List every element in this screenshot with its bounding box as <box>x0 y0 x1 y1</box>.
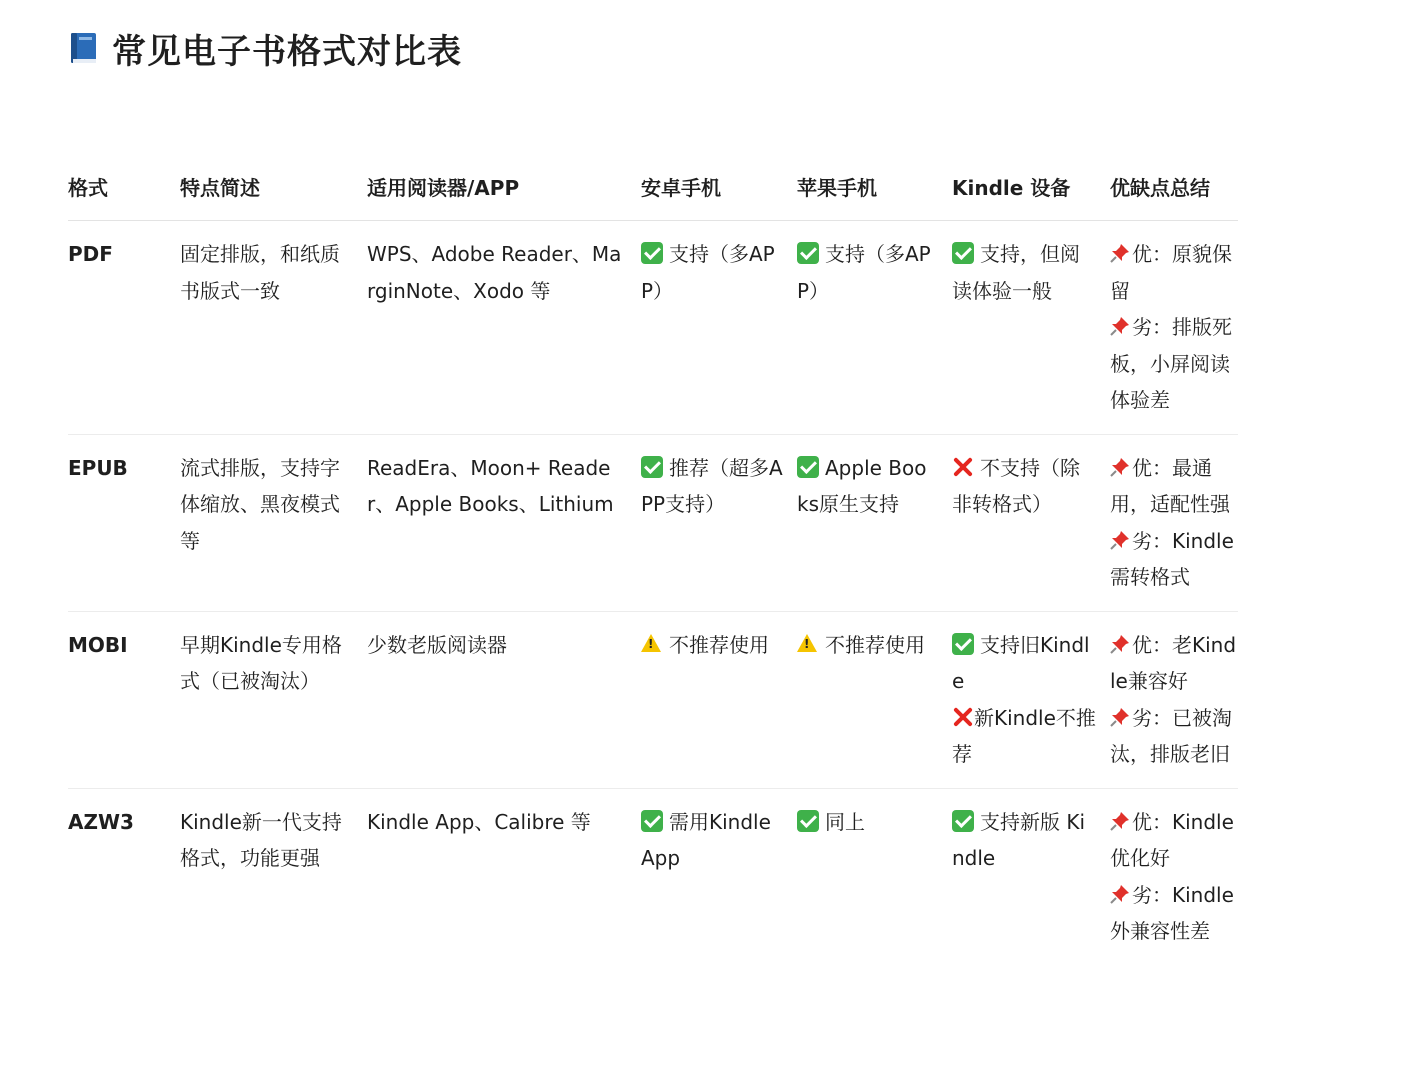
cell-ios <box>797 611 952 788</box>
cell-apps-text: Kindle App、Calibre 等 <box>367 809 591 834</box>
table-header-row <box>68 128 1238 221</box>
header-format: 格式 <box>68 128 180 221</box>
cell-summary <box>1110 788 1238 965</box>
summary-pro-text: 优：最通用，适配性强 <box>1110 455 1230 516</box>
cell-ios-line <box>797 236 952 309</box>
cell-ios-text: 支持（多APP） <box>797 242 931 303</box>
header-kindle <box>952 128 1110 221</box>
cell-feature <box>180 611 367 788</box>
cell-feature-text: Kindle新一代支持格式，功能更强 <box>180 809 342 870</box>
page-title-text: 常见电子书格式对比表 <box>112 31 462 72</box>
cell-ios-line <box>797 450 952 523</box>
cell-format: PDF <box>68 221 180 435</box>
check-mark-button-icon <box>952 242 974 264</box>
header-kindle-text: Kindle 设备 <box>952 175 1071 200</box>
pushpin-icon <box>1110 884 1130 904</box>
cell-kindle <box>952 611 1110 788</box>
summary-pro <box>1110 627 1238 700</box>
format-comparison-table <box>68 128 1238 965</box>
cell-ios-line <box>797 627 952 664</box>
summary-con-text: 劣：排版死板，小屏阅读体验差 <box>1110 315 1232 412</box>
cell-kindle-text: 支持，但阅读体验一般 <box>952 242 1080 303</box>
cell-android <box>641 611 797 788</box>
cell-kindle <box>952 434 1110 611</box>
summary-con-text: 劣：Kindle外兼容性差 <box>1110 882 1234 943</box>
summary-pro <box>1110 804 1238 877</box>
check-mark-button-icon <box>641 456 663 478</box>
pushpin-icon <box>1110 634 1130 654</box>
check-mark-button-icon <box>641 242 663 264</box>
check-mark-button-icon <box>952 633 974 655</box>
cross-mark-icon <box>952 706 974 728</box>
pushpin-icon <box>1110 811 1130 831</box>
cell-format: AZW3 <box>68 809 134 834</box>
cell-android <box>641 434 797 611</box>
cell-android-line <box>641 627 797 664</box>
cell-kindle <box>952 221 1110 435</box>
table-row <box>68 221 1238 435</box>
summary-pro <box>1110 236 1238 309</box>
summary-pro-text: 优：原貌保留 <box>1110 242 1232 303</box>
cell-android-text: 不推荐使用 <box>669 632 769 657</box>
cell-ios <box>797 788 952 965</box>
cell-feature-text: 早期Kindle专用格式（已被淘汰） <box>180 632 342 693</box>
cell-ios-text: Apple Books原生支持 <box>797 455 927 516</box>
warning-icon <box>641 634 661 652</box>
cell-android-text: 推荐（超多APP支持） <box>641 455 783 516</box>
cell-android-line <box>641 804 797 877</box>
check-mark-button-icon <box>797 810 819 832</box>
blue-book-icon <box>68 31 98 65</box>
summary-con <box>1110 523 1238 596</box>
cell-android-text: 支持（多APP） <box>641 242 775 303</box>
cell-ios-text: 同上 <box>825 809 865 834</box>
header-android: 安卓手机 <box>641 128 797 221</box>
cell-ios <box>797 434 952 611</box>
page-title <box>68 26 462 70</box>
cell-format: EPUB <box>68 434 180 611</box>
cell-android-text: 需用Kindle App <box>641 809 771 870</box>
summary-con <box>1110 700 1238 773</box>
cell-ios-text: 不推荐使用 <box>825 632 925 657</box>
cross-mark-icon <box>952 456 974 478</box>
cell-android <box>641 221 797 435</box>
summary-con-text: 劣：Kindle需转格式 <box>1110 528 1234 589</box>
cell-kindle-line <box>952 627 1110 700</box>
cell-kindle-text: 新Kindle不推荐 <box>952 705 1096 766</box>
pushpin-icon <box>1110 530 1130 550</box>
check-mark-button-icon <box>952 810 974 832</box>
cell-apps <box>367 221 641 435</box>
summary-pro-text: 优：Kindle优化好 <box>1110 809 1234 870</box>
cell-apps-text: WPS、Adobe Reader、MarginNote、Xodo 等 <box>367 242 622 303</box>
check-mark-button-icon <box>641 810 663 832</box>
check-mark-button-icon <box>797 456 819 478</box>
pushpin-icon <box>1110 243 1130 263</box>
cell-feature-text: 流式排版，支持字体缩放、黑夜模式等 <box>180 455 340 553</box>
header-ios: 苹果手机 <box>797 128 952 221</box>
check-mark-button-icon <box>797 242 819 264</box>
cell-summary <box>1110 221 1238 435</box>
cell-apps <box>367 788 641 965</box>
cell-apps-text: ReadEra、Moon+ Reader、Apple Books、Lithium <box>367 455 614 516</box>
table-row <box>68 788 1238 965</box>
header-summary: 优缺点总结 <box>1110 128 1238 221</box>
table-row <box>68 611 1238 788</box>
summary-con <box>1110 309 1238 419</box>
cell-summary <box>1110 611 1238 788</box>
warning-icon <box>797 634 817 652</box>
cell-apps <box>367 434 641 611</box>
header-apps: 适用阅读器/APP <box>367 128 641 221</box>
pushpin-icon <box>1110 707 1130 727</box>
cell-feature <box>180 434 367 611</box>
cell-kindle-line <box>952 450 1110 523</box>
cell-feature-text: 固定排版，和纸质书版式一致 <box>180 242 340 303</box>
pushpin-icon <box>1110 316 1130 336</box>
summary-pro <box>1110 450 1238 523</box>
summary-con-text: 劣：已被淘汰，排版老旧 <box>1110 705 1232 766</box>
cell-kindle-line <box>952 700 1110 773</box>
cell-kindle-text: 支持新版 Kindle <box>952 809 1086 870</box>
cell-android-line <box>641 236 797 309</box>
cell-kindle-text: 不支持（除非转格式） <box>952 455 1080 516</box>
cell-feature <box>180 788 367 965</box>
cell-format: MOBI <box>68 611 180 788</box>
cell-ios-line <box>797 804 952 841</box>
pushpin-icon <box>1110 457 1130 477</box>
cell-feature <box>180 221 367 435</box>
cell-kindle-line <box>952 804 1110 877</box>
summary-pro-text: 优：老Kindle兼容好 <box>1110 632 1237 693</box>
cell-kindle <box>952 788 1110 965</box>
cell-kindle-text: 支持旧Kindle <box>952 632 1090 693</box>
cell-kindle-line <box>952 236 1110 309</box>
cell-android <box>641 788 797 965</box>
table-row <box>68 434 1238 611</box>
header-feature: 特点简述 <box>180 128 367 221</box>
cell-summary <box>1110 434 1238 611</box>
cell-apps-text: 少数老版阅读器 <box>367 632 507 657</box>
cell-android-line <box>641 450 797 523</box>
cell-apps <box>367 611 641 788</box>
cell-ios <box>797 221 952 435</box>
summary-con <box>1110 877 1238 950</box>
